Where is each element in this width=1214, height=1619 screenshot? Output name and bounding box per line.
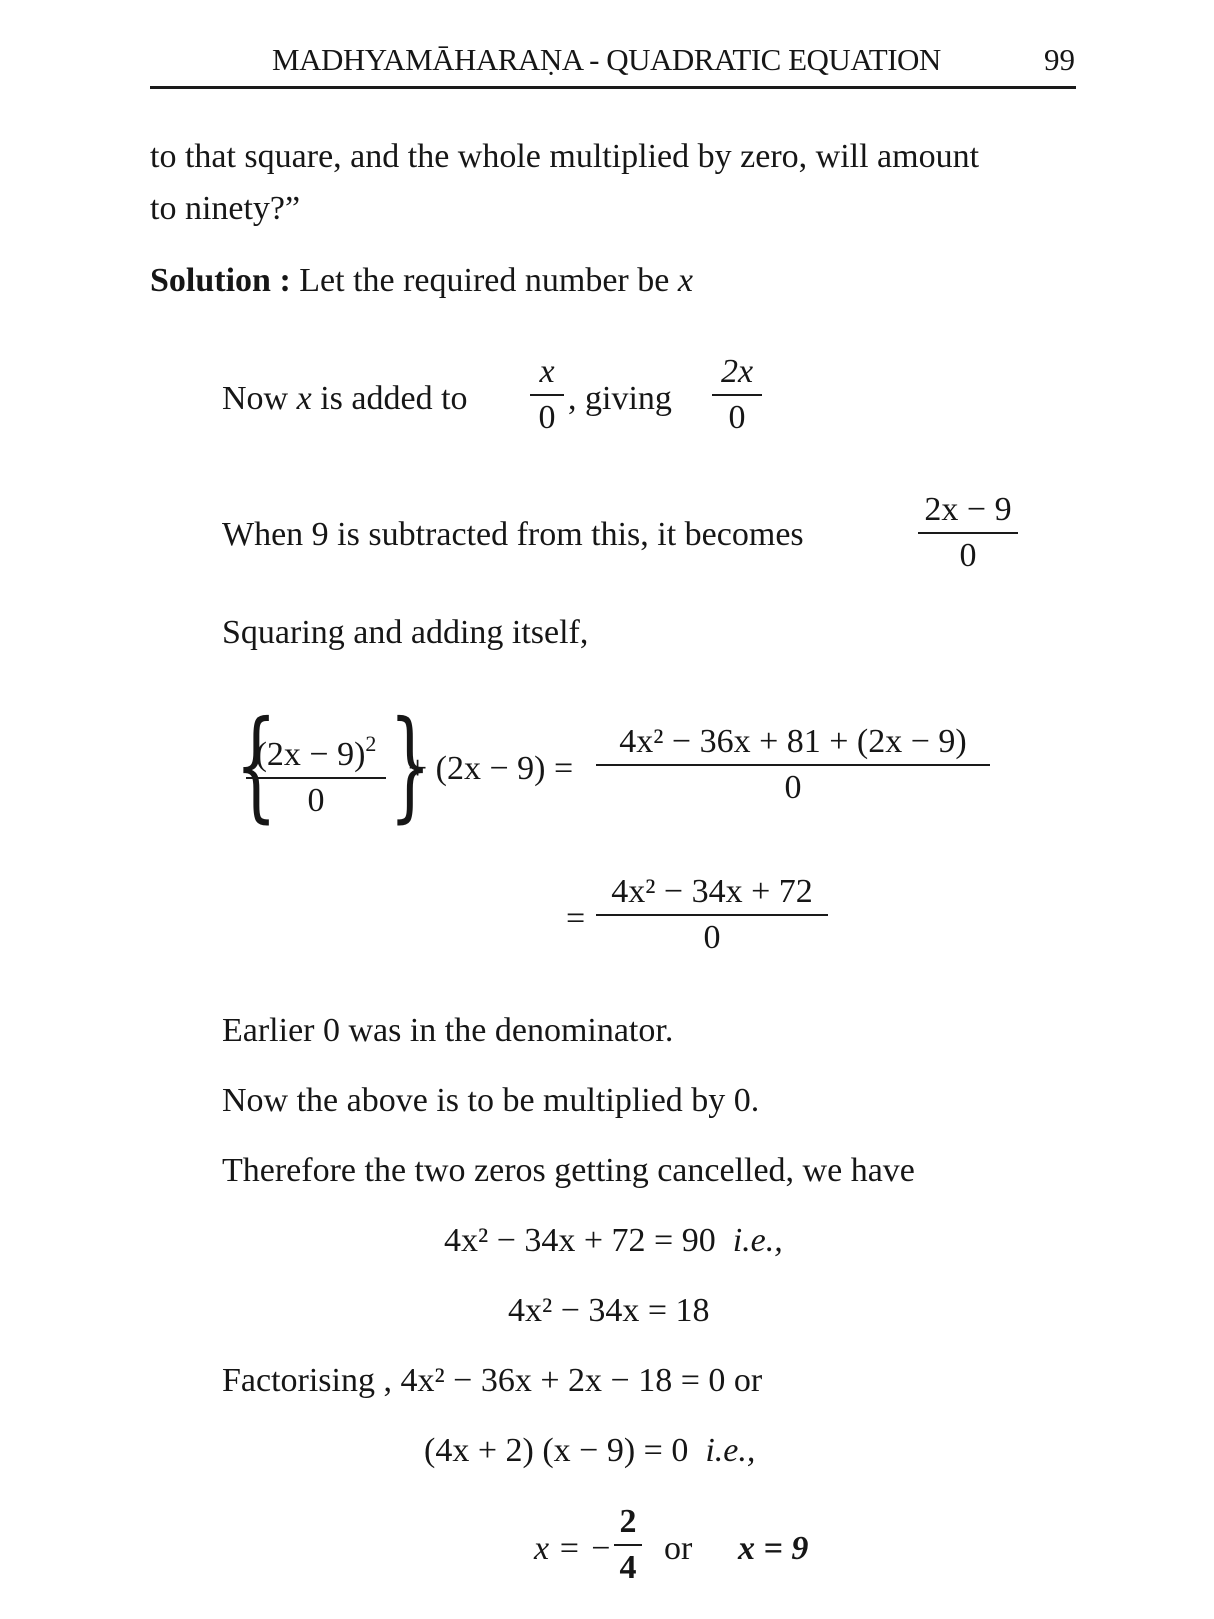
- equation-3: 4x² − 34x + 72 = 90 i.e.,: [444, 1222, 783, 1259]
- eq2-equals: =: [566, 900, 586, 937]
- final-rhs: x = 9: [738, 1530, 809, 1567]
- eq1-plus-term: + (2x − 9) =: [408, 750, 574, 787]
- solution-label: Solution :: [150, 262, 291, 299]
- solution-var: x: [677, 262, 693, 299]
- line-therefore: Therefore the two zeros getting cancelled, we have: [222, 1152, 915, 1189]
- equation-5: (4x + 2) (x − 9) = 0 i.e.,: [424, 1432, 756, 1469]
- intro-line-2: to ninety?”: [150, 190, 301, 227]
- header-rule: [150, 86, 1076, 89]
- right-brace: }: [389, 696, 432, 835]
- final-or: or: [664, 1530, 693, 1567]
- step2-text: When 9 is subtracted from this, it becomes: [222, 516, 804, 553]
- step3-text: Squaring and adding itself,: [222, 614, 589, 651]
- running-head: [0, 40, 1214, 80]
- final-lhs: x = −: [534, 1530, 612, 1567]
- step1-fraction-2: 2x 0: [712, 352, 762, 438]
- line-factorising: Factorising , 4x² − 36x + 2x − 18 = 0 or: [222, 1362, 763, 1399]
- equation-4: 4x² − 34x = 18: [508, 1292, 710, 1329]
- solution-text: Let the required number be: [299, 262, 678, 299]
- step2-fraction: 2x − 9 0: [918, 490, 1018, 576]
- step1-giving: , giving: [568, 380, 672, 417]
- eq2-fraction: 4x² − 34x + 72 0: [596, 872, 828, 958]
- line-now-multiplied: Now the above is to be multiplied by 0.: [222, 1082, 760, 1119]
- final-fraction: 2 4: [614, 1502, 642, 1588]
- step1-text: Now x is added to: [222, 380, 468, 417]
- page-number: 99: [1044, 42, 1075, 77]
- left-brace: {: [235, 696, 278, 835]
- eq1-inner-fraction: $(2x - 9)^2$ 0: [246, 724, 386, 821]
- step1-fraction-1: x 0: [530, 352, 564, 438]
- intro-line-1: to that square, and the whole multiplied by zero, will amount: [150, 138, 980, 175]
- running-title: MADHYAMĀHARAṆA - QUADRATIC EQUATION: [272, 42, 941, 77]
- eq1-rhs-fraction: 4x² − 36x + 81 + (2x − 9) 0: [596, 722, 990, 808]
- solution-line: [150, 262, 693, 300]
- line-earlier: Earlier 0 was in the denominator.: [222, 1012, 674, 1049]
